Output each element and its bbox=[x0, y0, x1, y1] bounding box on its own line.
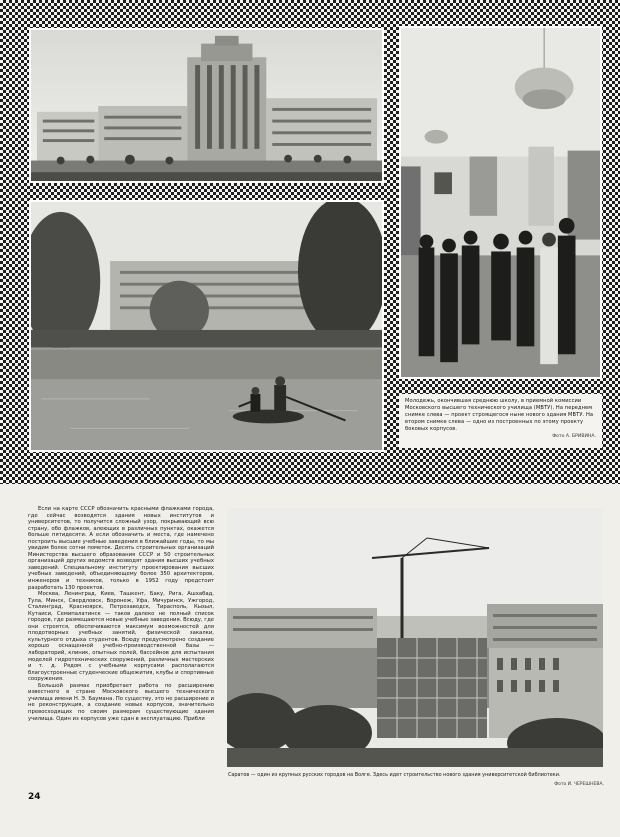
article-paragraph: Большой размах приобретает работа по расширению известного в стране Московского высшего технического училища имени Н. Э. Баумана. По существу, это не расширение и не реконструкция, а создание новых корпусов, значительно превосходящих по своим размерам существующие здания училища. Один из корпусов уже сдан в эксплуатацию. Прибли bbox=[28, 682, 214, 722]
construction-caption: Саратов — один из крупных русских городов на Волге. Здесь идет строительство нового здания университетской библиотеки. bbox=[228, 772, 561, 778]
reception-hall-photo bbox=[399, 26, 602, 379]
lake-rowing-photo bbox=[29, 200, 384, 452]
hall-caption-text: Молодежь, окончившая среднюю школу, в приемной комиссии Московского высшего технического училища (МВТУ). На переднем снимке слева — проект строящегося ныне нового здания МВТУ. На втором снимке слева — одно из построенных по этому проекту боковых корпусов. bbox=[405, 398, 594, 432]
page-number: 24 bbox=[28, 792, 41, 802]
hall-photo-caption bbox=[399, 394, 602, 448]
building-photo bbox=[29, 28, 384, 183]
construction-photo bbox=[227, 508, 603, 767]
hall-photo-credit: Фото А. БРИВИНА. bbox=[552, 434, 596, 439]
article-paragraph: Если на карте СССР обозначить красными флажками города, где сейчас возводятся здания новых институтов и университетов, то получится сложный узор, покрывающий всю страну, обо флажков, алеющих в различных пунктах, окажется больше пятидесяти. А если обозначить и места, где намечено построить высшие учебные заведения в ближайшие годы, то мы увидим более сотни пометок. Десять строительных организаций Министерства высшего образования СССР и 50 строительных организаций других ведомств возводят здания высших учебных заведений. Специальному институту проектирования высших учебных заведений, объединяющему более 350 архитекторов, инженеров и техников, только в 1952 году предстоит разработать 130 проектов. bbox=[28, 506, 214, 591]
article-paragraph: Москва, Ленинград, Киев, Ташкент, Баку, Рига, Ашхабад, Тула, Минск, Свердловск, Воронеж, Уфа, Мичуринск, Ужгород, Сталинград, Красноярск, Петрозаводск, Тирасполь, Кызыл, Кутаиси, Семипалатинск — таков далеко не полный список городов, где размещаются новые учебные заведения. Всюду, где они строятся, обеспечиваются максимум возможностей для плодотворных учебных занятий, физической закалки, культурного отдыха студентов. Всюду предусмотрено создание хорошо оснащенной учебно-производственной базы — лабораторий, клиник, опытных полей, бассейнов для испытания моделей гидротехнических сооружений, различных мастерских и т. д. Рядом с учебными корпусами располагаются благоустроенные студенческие общежития, клубы и спортивные сооружения. bbox=[28, 591, 214, 683]
construction-photo-credit: Фото И. ЧЕРЕШНЕВА. bbox=[554, 782, 604, 787]
article-text bbox=[28, 506, 214, 722]
